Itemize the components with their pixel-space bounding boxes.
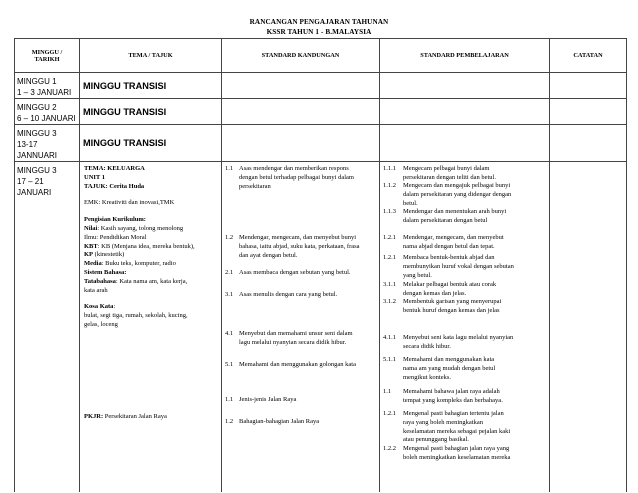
col-header-sp: STANDARD PEMBELAJARAN [380,39,550,73]
sk-item-line: persekitaran [239,182,271,190]
sp-item-number: 1.2.1 [383,234,396,241]
pengisian-kurikulum-title: Pengisian Kurikulum: [84,216,146,224]
sk-item-line: lagu melalui nyanyian secara didik hibur. [239,338,347,346]
media-label: Media [84,260,102,268]
sk-item-text [225,418,377,427]
col-header-sk: STANDARD KANDUNGAN [222,39,380,73]
sp-item-text [383,165,547,183]
pkjr-block [84,413,220,422]
sp-item-text [383,445,547,463]
kosa-kata-text-2: gelas, loceng [84,320,118,328]
sp-item-number: 1.1.1 [383,165,396,172]
sp-item [383,254,547,280]
tema-block [84,165,220,330]
sk-item [225,396,377,405]
kosa-kata-label: Kosa Kata [84,303,114,311]
sk-item-number: 4.1 [225,330,234,337]
sk-item [225,418,377,427]
sk-item-line: Jenis-jenis Jalan Raya [239,396,297,403]
date-label: 1 – 3 JANUARI [17,88,72,97]
sp-item-line: raya yang boleh meningkatkan [403,418,483,426]
sp-item-line: betul. [403,199,418,207]
table-header-row [15,39,627,73]
sk-item-line: Memahami dan menggunakan golongan kata [239,361,356,368]
tatabahasa-text-2: kata arah [84,286,108,294]
sp-item [383,234,547,252]
sp-item-text [383,410,547,445]
sk-item-line: Asas membaca dengan sebutan yang betul. [239,269,351,276]
tatabahasa-text: : Kata nama am, kata kerja, [115,277,188,285]
kosa-kata-colon: : [113,303,116,311]
sp-item-text [383,334,547,352]
sk-item [225,361,377,370]
sp-item-number: 4.1.1 [383,334,396,341]
date-label: 6 – 10 JANUARI [17,114,76,123]
kp-label: KP [84,251,94,259]
sp-item-line: mengikut konteks. [403,373,452,381]
table-row [15,99,627,125]
table-row-main [15,162,627,492]
sp-item-line: Memahami dan menggunakan kata [403,356,495,363]
week-cell [15,125,80,162]
sp-item [383,388,547,406]
sk-item-line: dengan betul terhadap pelbagai bunyi dalam [239,173,354,181]
kbt-label: KBT [84,242,98,250]
sp-item-text [383,182,547,208]
sp-cell [380,73,550,99]
tema-cell [80,162,222,492]
week-label: MINGGU 3 [17,166,57,175]
sp-item-line: Mengenal pasti bahagian jalan raya yang [403,445,510,452]
sk-item-text [225,396,377,405]
sp-item-text [383,254,547,280]
sk-item-number: 1.1 [225,396,234,403]
sk-item-number: 1.2 [225,234,234,241]
sp-item-text [383,298,547,316]
sp-item [383,165,547,183]
sp-item [383,208,547,226]
sp-item [383,281,547,299]
sk-item-number: 2.1 [225,269,234,276]
sp-item-number: 3.1.2 [383,298,396,305]
sk-item-number: 1.2 [225,418,234,425]
sp-item-line: Memahami bahawa jalan raya adalah [403,388,500,395]
table-row [15,125,627,162]
pkjr-text: Persekitaran Jalan Raya [103,413,167,420]
kbt-text: : KB (Menjana idea, mereka bentuk), [97,242,195,250]
sp-item-number: 1.2.2 [383,445,396,452]
sk-item-text [225,165,377,191]
week-cell [15,99,80,125]
document-title: RANCANGAN PENGAJARAN TAHUNAN [249,18,389,26]
col-header-minggu-line1: MINGGU / [31,48,63,56]
sk-item-text [225,234,377,260]
sp-item-line: boleh meningkatkan keselamatan mereka [403,453,511,461]
sp-item-text [383,208,547,226]
sk-item-line: bahasa, iaitu abjad, suku kata, perkataan, frasa [239,242,360,250]
pkjr-label: PKJR: [84,413,104,420]
table-row [15,73,627,99]
sk-item-text [225,269,377,278]
sp-cell [380,162,550,492]
week-label: MINGGU 2 [17,103,57,112]
sp-item-line: Mengenal pasti bahagian tertentu jalan [403,410,504,417]
sp-item-line: secara didik hibur. [403,342,451,350]
sk-item-line: dan ayat dengan betul. [239,251,298,259]
sk-item-text [225,330,377,348]
ilmu-text: Ilmu: Pendidikan Moral [84,233,147,241]
nilai-text: : Kasih sayang, tolong menolong [97,224,184,232]
sk-item-text [225,361,377,370]
sp-item-line: dalam persekitaran dengan betul [403,216,488,224]
tema-cell: MINGGU TRANSISI [80,73,222,99]
sp-item-number: 1.1.3 [383,208,396,215]
sk-item [225,330,377,348]
sp-item-line: dengan kemas dan jelas. [403,289,467,297]
sp-item-number: 3.1.1 [383,281,396,288]
sp-item-number: 1.2.1 [383,410,396,417]
sp-item [383,334,547,352]
sp-item-number: 5.1.1 [383,356,396,363]
tema-label: TEMA: KELUARGA [84,165,145,172]
document-subtitle: KSSR TAHUN 1 - B.MALAYSIA [266,28,372,36]
sk-item-number: 5.1 [225,361,234,368]
week-cell [15,162,80,492]
sk-item-number: 1.1 [225,165,234,172]
sp-item-line: membunyikan huruf vokal dengan sebutan [403,262,514,270]
sk-item-line: Menyebut dan memahami unsur seni dalam [239,330,353,337]
sk-item [225,165,377,191]
week-cell [15,73,80,99]
sp-item-line: nama abjad dengan betul dan tepat. [403,242,495,250]
tema-cell: MINGGU TRANSISI [80,125,222,162]
sp-item [383,298,547,316]
sk-item [225,291,377,300]
nilai-label: Nilai [84,224,98,232]
kp-text: (kinestetik) [93,251,125,259]
sp-item-line: Membentuk garisan yang menyerupai [403,298,502,305]
tema-cell: MINGGU TRANSISI [80,99,222,125]
tajuk-label: TAJUK: Cerita Huda [84,182,145,190]
sp-item-line: Melakar pelbagai bentuk atau corak [403,281,497,288]
sk-item-text [225,291,377,300]
sp-item-line: dalam persekitaran yang didengar dengan [403,190,512,198]
catatan-cell [550,162,627,492]
date-label: 13-17 JANNUARI [17,140,58,160]
month-label: JANUARI [17,188,52,197]
col-header-minggu [15,39,80,73]
sp-item-line: keselamatan mereka sebagai pejalan kaki [403,427,511,435]
sp-item-line: Mengecam dan mengajuk pelbagai bunyi [403,182,511,189]
sp-item-line: atau penunggang basikal. [403,436,469,444]
sp-item [383,445,547,463]
sk-item-line: Bahagian-bahagian Jalan Raya [239,418,320,425]
catatan-cell [550,125,627,162]
sp-item-line: Mengecam pelbagai bunyi dalam [403,165,490,172]
sp-item-line: nama am yang mudah dengan betul [403,364,496,372]
media-text: : Buku teks, komputer, radio [101,260,176,268]
sp-item-text [383,281,547,299]
sp-item-line: yang betul. [403,271,432,279]
sk-cell [222,125,380,162]
sp-item-text [383,388,547,406]
sp-item [383,182,547,208]
sp-item-number: 1.1 [383,388,392,395]
sp-item-line: Menyebut seni kata lagu melalui nyanyian [403,334,514,341]
sp-item-line: Mendengar, mengecam, dan menyebut [403,234,504,241]
col-header-minggu-line2: TARIKH [34,55,60,63]
sk-item [225,269,377,278]
catatan-cell [550,73,627,99]
rpt-table [14,38,627,492]
col-header-tema: TEMA / TAJUK [80,39,222,73]
sk-item-number: 3.1 [225,291,234,298]
tatabahasa-label: Tatabahasa [84,277,116,285]
col-header-catatan: CATATAN [550,39,627,73]
catatan-cell [550,99,627,125]
sk-cell [222,162,380,492]
sp-item-line: Mendengar dan menentukan arah bunyi [403,208,507,215]
sistem-bahasa-label: Sistem Bahasa: [84,268,127,276]
sk-cell [222,99,380,125]
kosa-kata-text: bulat, segi tiga, rumah, sekolah, kucing, [84,312,188,320]
sp-item-line: bentuk huruf dengan kemas dan jelas [403,306,500,314]
emk-text: EMK: Kreativiti dan inovasi,TMK [84,199,175,207]
sp-item [383,410,547,445]
sk-item-line: Asas mendengar dan memberikan respons [239,165,349,172]
sk-item-line: Mendengar, mengecam, dan menyebut bunyi [239,234,357,241]
sk-item [225,234,377,260]
sp-item-number: 1.2.1 [383,254,396,261]
week-label: MINGGU 3 [17,129,57,138]
sp-cell [380,125,550,162]
date-range-label: 17 – 21 [17,177,44,186]
sk-cell [222,73,380,99]
sk-item-line: Asas menulis dengan cara yang betul. [239,291,338,298]
unit-label: UNIT 1 [84,173,106,181]
sp-item-number: 1.1.2 [383,182,396,189]
sp-item-text [383,234,547,252]
sp-item-text [383,356,547,382]
sp-item [383,356,547,382]
sp-item-line: persekitaran dengan teliti dan betul. [403,173,496,181]
sp-item-line: Membaca bentuk-bentuk abjad dan [403,254,495,261]
sp-cell [380,99,550,125]
sp-item-line: tempat yang kompleks dan berbahaya. [403,396,503,404]
week-label: MINGGU 1 [17,77,57,86]
